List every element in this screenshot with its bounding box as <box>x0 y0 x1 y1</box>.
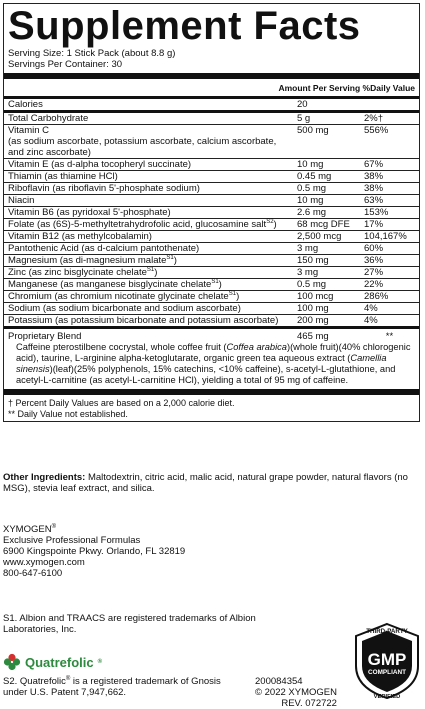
nutrient-row: Manganese (as manganese bisglycinate chelate$^{S1}$) 0.5 mg 22% <box>4 279 419 291</box>
supplement-facts-panel <box>3 3 420 422</box>
s1-footnote: S1. Albion and TRAACS are registered trademarks of Albion Laboratories, Inc. <box>3 613 256 635</box>
nutrient-row: Niacin 10 mg 63% <box>4 195 419 207</box>
nutrient-row: Vitamin E (as d-alpha tocopheryl succinate) 10 mg 67% <box>4 159 419 171</box>
panel-title: Supplement Facts <box>8 4 361 48</box>
nutrient-row: Pantothenic Acid (as d-calcium pantothenate) 3 mg 60% <box>4 243 419 255</box>
quatrefoil-icon <box>3 653 21 671</box>
svg-text:GMP: GMP <box>367 650 407 669</box>
nutrient-row: Zinc (as zinc bisglycinate chelate$^{S1}$) 3 mg 27% <box>4 267 419 279</box>
svg-text:THIRD-PARTY: THIRD-PARTY <box>366 628 408 635</box>
nutrient-row: Vitamin C (as sodium ascorbate, potassium ascorbate, calcium ascorbate, and zinc ascorbate) 500 mg 556% <box>4 125 419 159</box>
footnote-dv: † Percent Daily Values are based on a 2,000 calorie diet. <box>8 398 235 408</box>
nutrient-row: Magnesium (as di-magnesium malate$^{S1}$) 150 mg 36% <box>4 255 419 267</box>
company-address: XYMOGEN® Exclusive Professional Formulas 6900 Kingspointe Pkwy. Orlando, FL 32819 www.xymogen.com 800-647-6100 <box>3 524 186 579</box>
servings-per-container: Servings Per Container: 30 <box>8 59 123 70</box>
nutrient-row: Calories 20 <box>4 99 419 113</box>
column-header: Amount Per Serving %Daily Value <box>278 83 415 93</box>
nutrient-row: Thiamin (as thiamine HCl) 0.45 mg 38% <box>4 171 419 183</box>
nutrient-row: Vitamin B12 (as methylcobalamin) 2,500 mcg 104,167% <box>4 231 419 243</box>
other-ingredients: Other Ingredients: Maltodextrin, citric acid, malic acid, natural grape powder, natural flavors (no MSG), stevia leaf extract, and silica. <box>3 472 408 494</box>
blend-description: Caffeine pterostilbene cocrystal, whole coffee fruit (Coffea arabica)(whole fruit)(40% chlorogenic acid), taurine, L-arginine alpha-ketoglutarate, organic green tea aqueous extract (Camellia sinensis)(leaf)(25% polyphenols, 15% catechins, <10% caffeine), s-acetyl-L-glutathione, and acetyl-L-carnitine (as acetyl-L-carnitine HCl), yielding a total of 95 mg of caffeine. <box>16 342 411 385</box>
nutrient-row: Total Carbohydrate 5 g 2%† <box>4 113 419 125</box>
nutrient-row: Riboflavin (as riboflavin 5'-phosphate sodium) 0.5 mg 38% <box>4 183 419 195</box>
product-code: 200084354 © 2022 XYMOGEN REV. 072722 <box>255 676 337 709</box>
serving-size: Serving Size: 1 Stick Pack (about 8.8 g) <box>8 48 176 59</box>
nutrient-row: Potassium (as potassium bicarbonate and potassium ascorbate) 200 mg 4% <box>4 315 419 329</box>
svg-text:VERIFIED: VERIFIED <box>373 694 401 700</box>
svg-text:COMPLIANT: COMPLIANT <box>368 669 406 676</box>
nutrient-row: Folate (as (6S)-5-methyltetrahydrofolic acid, glucosamine salt$^{S2}$) 68 mcg DFE 17% <box>4 219 419 231</box>
nutrient-row: Sodium (as sodium bicarbonate and sodium ascorbate) 100 mg 4% <box>4 303 419 315</box>
nutrient-rows <box>4 99 419 329</box>
quatrefolic-logo: Quatrefolic ® <box>3 653 102 671</box>
nutrient-row: Vitamin B6 (as pyridoxal 5'-phosphate) 2.6 mg 153% <box>4 207 419 219</box>
footnote-not-established: ** Daily Value not established. <box>8 408 128 419</box>
footnotes <box>4 395 419 421</box>
nutrient-row: Chromium (as chromium nicotinate glycinate chelate$^{S1}$) 100 mcg 286% <box>4 291 419 303</box>
blend-row: Proprietary Blend 465 mg ** <box>8 331 394 342</box>
s2-footnote: S2. Quatrefolic® is a registered trademark of Gnosis under U.S. Patent 7,947,662. <box>3 676 221 698</box>
gmp-compliant-badge <box>352 622 422 700</box>
